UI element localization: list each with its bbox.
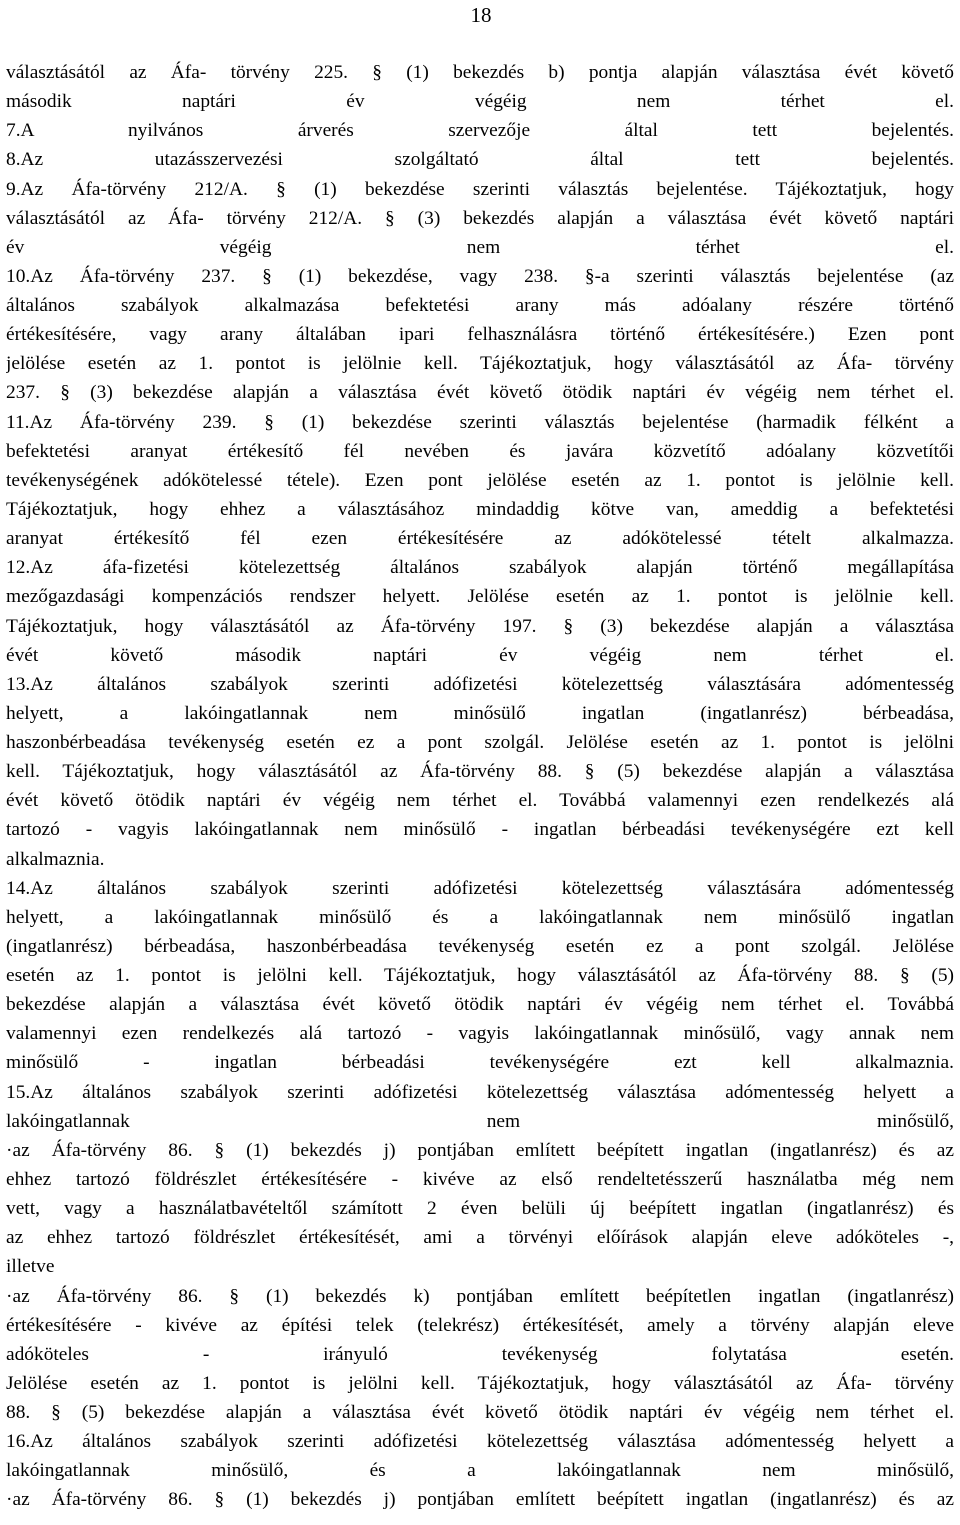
text-line: kell. Tájékoztatjuk, hogy választásától az Áfa-törvény 88. § (5) bekezdése alapján a választása xyxy=(6,761,954,783)
text-line: helyett, a lakóingatlannak nem minősülő ingatlan (ingatlanrész) bérbeadása, xyxy=(6,702,954,724)
text-line: 8.Az utazásszervezési szolgáltató által tett bejelentés. xyxy=(6,149,954,171)
text-line: év végéig nem térhet el. xyxy=(6,236,954,258)
text-line: értékesítésére, vagy arany általában ipari felhasználásra történő értékesítésére.) Ezen pont xyxy=(6,324,954,346)
text-line: ·az Áfa-törvény 86. § (1) bekezdés j) pontjában említett beépített ingatlan (ingatlanrész) és az xyxy=(6,1489,954,1511)
text-line: az ehhez tartozó földrészlet értékesítését, ami a törvényi előírások alapján eleve adóköteles -, xyxy=(6,1227,954,1249)
text-line: évét követő második naptári év végéig nem térhet el. xyxy=(6,644,954,666)
text-line: lakóingatlannak minősülő, és a lakóingatlannak nem minősülő, xyxy=(6,1460,954,1482)
text-line: 15.Az általános szabályok szerinti adófizetési kötelezettség választása adómentesség helyett a xyxy=(6,1081,954,1103)
text-line: 12.Az áfa-fizetési kötelezettség általános szabályok alapján történő megállapítása xyxy=(6,557,954,579)
text-line: 7.A nyilvános árverés szervezője által tett bejelentés. xyxy=(6,120,954,142)
text-line: 9.Az Áfa-törvény 212/A. § (1) bekezdése szerinti választás bejelentése. Tájékoztatjuk, hogy xyxy=(6,178,954,200)
text-line: 11.Az Áfa-törvény 239. § (1) bekezdése szerinti választás bejelentése (harmadik félként a xyxy=(6,411,954,433)
text-line: Tájékoztatjuk, hogy választásától az Áfa-törvény 197. § (3) bekezdése alapján a választása xyxy=(6,615,954,637)
text-line: 88. § (5) bekezdése alapján a választása évét követő ötödik naptári év végéig nem térhet el. xyxy=(6,1402,954,1423)
text-line: helyett, a lakóingatlannak minősülő és a lakóingatlannak nem minősülő ingatlan xyxy=(6,906,954,928)
text-line: 16.Az általános szabályok szerinti adófizetési kötelezettség választása adómentesség helyett a xyxy=(6,1431,954,1453)
text-line: bekezdése alapján a választása évét követő ötödik naptári év végéig nem térhet el. Továbbá xyxy=(6,994,954,1016)
text-line: (ingatlanrész) bérbeadása, haszonbérbeadása tevékenység esetén ez a pont szolgál. Jelölése xyxy=(6,935,954,957)
text-line: illetve xyxy=(6,1256,55,1278)
text-line: tartozó - vagyis lakóingatlannak nem minősülő - ingatlan bérbeadási tevékenységére ezt kell xyxy=(6,819,954,841)
text-line: választásától az Áfa- törvény 212/A. § (3) bekezdés alapján a választása évét követő naptári xyxy=(6,207,954,229)
text-line: tevékenységének adókötelessé tétele). Ezen pont jelölése esetén az 1. pontot is jelölnie kell. xyxy=(6,469,954,491)
text-line: befektetési aranyat értékesítő fél nevében és javára közvetítő adóalany közvetítői xyxy=(6,440,954,462)
text-line: ehhez tartozó földrészlet értékesítésére - kivéve az első rendeltetésszerű használatba még nem xyxy=(6,1168,954,1190)
text-line: évét követő ötödik naptári év végéig nem térhet el. Továbbá valamennyi ezen rendelkezés alá xyxy=(6,790,954,812)
text-line: Jelölése esetén az 1. pontot is jelölni kell. Tájékoztatjuk, hogy választásától az Áfa- törvény xyxy=(6,1372,954,1394)
text-line: választásától az Áfa- törvény 225. § (1) bekezdés b) pontja alapján választása évét követő xyxy=(6,62,954,83)
text-line: minősülő - ingatlan bérbeadási tevékenységére ezt kell alkalmaznia. xyxy=(6,1052,954,1074)
page-number: 18 xyxy=(470,3,492,27)
text-line: második naptári év végéig nem térhet el. xyxy=(6,91,954,113)
text-line: jelölése esetén az 1. pontot is jelölnie kell. Tájékoztatjuk, hogy választásától az Áfa- törvény xyxy=(6,353,954,375)
text-line: ·az Áfa-törvény 86. § (1) bekezdés k) pontjában említett beépítetlen ingatlan (ingatlanrész) xyxy=(6,1285,954,1307)
text-line: 10.Az Áfa-törvény 237. § (1) bekezdése, vagy 238. §-a szerinti választás bejelentése (az xyxy=(6,265,954,287)
text-line: Tájékoztatjuk, hogy ehhez a választásához mindaddig kötve van, ameddig a befektetési xyxy=(6,498,954,520)
text-line: 237. § (3) bekezdése alapján a választása évét követő ötödik naptári év végéig nem térhet el. xyxy=(6,382,954,404)
text-line: aranyat értékesítő fél ezen értékesítésére az adókötelessé tételt alkalmazza. xyxy=(6,528,954,550)
text-line: 14.Az általános szabályok szerinti adófizetési kötelezettség választására adómentesség xyxy=(6,877,954,899)
text-line: esetén az 1. pontot is jelölni kell. Tájékoztatjuk, hogy választásától az Áfa-törvény 88. § (5) xyxy=(6,965,954,986)
text-line: vett, vagy a használatbavételtől számított 2 éven belüli új beépített ingatlan (ingatlanrész) és xyxy=(6,1198,954,1220)
text-line: haszonbérbeadása tevékenység esetén ez a pont szolgál. Jelölése esetén az 1. pontot is jelölni xyxy=(6,732,954,753)
text-line: 13.Az általános szabályok szerinti adófizetési kötelezettség választására adómentesség xyxy=(6,673,954,695)
text-line: értékesítésére - kivéve az építési telek (telekrész) értékesítését, amely a törvény alapján eleve xyxy=(6,1314,954,1336)
text-line: általános szabályok alkalmazása befektetési arany más adóalany részére történő xyxy=(6,295,954,316)
text-line: ·az Áfa-törvény 86. § (1) bekezdés j) pontjában említett beépített ingatlan (ingatlanrész) és az xyxy=(6,1139,954,1161)
text-line: valamennyi ezen rendelkezés alá tartozó - vagyis lakóingatlannak minősülő, vagy annak nem xyxy=(6,1023,954,1045)
text-line: adóköteles - irányuló tevékenység folytatása esetén. xyxy=(6,1343,954,1365)
text-line: mezőgazdasági kompenzációs rendszer helyett. Jelölése esetén az 1. pontot is jelölnie kell. xyxy=(6,586,954,608)
text-line: alkalmaznia. xyxy=(6,848,105,870)
text-line: lakóingatlannak nem minősülő, xyxy=(6,1110,954,1132)
